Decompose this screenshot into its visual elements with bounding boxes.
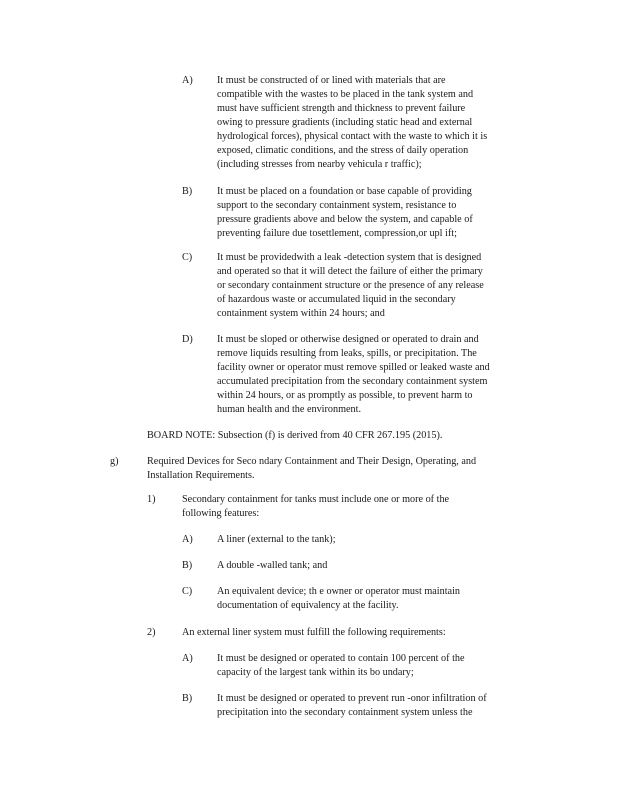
text-line: owing to pressure gradients (including static head and external xyxy=(217,117,473,128)
item-text-f-b xyxy=(217,185,539,241)
text-line: support to the secondary containment system, resistance to xyxy=(217,200,457,211)
text-line: preventing failure due tosettlement, compression,or upl ift; xyxy=(217,228,457,239)
item-text-g2-a xyxy=(217,652,517,680)
item-label-g1-c: C) xyxy=(182,586,193,597)
item-label-g1-a: A) xyxy=(182,534,193,545)
text-line: of hazardous waste or accumulated liquid in the secondary xyxy=(217,294,456,305)
text-line: following features: xyxy=(182,508,260,519)
text-line: remove liquids resulting from leaks, spills, or precipitation. The xyxy=(217,348,477,359)
text-line: A liner (external to the tank); xyxy=(217,534,336,545)
text-line: It must be designed or operated to contain 100 percent of the xyxy=(217,653,465,664)
text-line: and operated so that it will detect the failure of either the primary xyxy=(217,266,483,277)
item-text-g1-a xyxy=(217,533,517,547)
text-line: facility owner or operator must remove spilled or leaked waste and xyxy=(217,362,490,373)
text-line: exposed, climatic conditions, and the stress of daily operation xyxy=(217,145,469,156)
text-line: containment system within 24 hours; and xyxy=(217,308,385,319)
item-text-g1-b xyxy=(217,559,517,573)
text-line: Secondary containment for tanks must include one or more of the xyxy=(182,494,450,505)
board-note-text: BOARD NOTE: Subsection (f) is derived from 40 CFR 267.195 (2015). xyxy=(147,430,443,441)
text-line: or secondary containment structure or the presence of any release xyxy=(217,280,484,291)
item-text-g1-c xyxy=(217,585,517,613)
text-line: Installation Requirements. xyxy=(147,470,255,481)
item-label-f-b: B) xyxy=(182,186,193,197)
item-label-g2-b: B) xyxy=(182,693,193,704)
text-line: It must be constructed of or lined with materials that are xyxy=(217,75,446,86)
text-line: capacity of the largest tank within its bo undary; xyxy=(217,667,414,678)
text-line: Required Devices for Seco ndary Containment and Their Design, Operating, and xyxy=(147,456,477,467)
item-label-f-a: A) xyxy=(182,75,193,86)
item-label-g-1: 1) xyxy=(147,494,156,505)
item-label-g1-b: B) xyxy=(182,560,193,571)
item-label-f-d: D) xyxy=(182,334,193,345)
text-line: documentation of equivalency at the facility. xyxy=(217,600,399,611)
item-text-g-1 xyxy=(182,493,502,521)
item-text-f-d xyxy=(217,333,539,417)
text-line: precipitation into the secondary containment system unless the xyxy=(217,707,473,718)
text-line: It must be sloped or otherwise designed or operated to drain and xyxy=(217,334,479,345)
text-line: It must be designed or operated to prevent run -onor infiltration of xyxy=(217,693,487,704)
board-note xyxy=(147,429,507,443)
text-line: pressure gradients above and below the system, and capable of xyxy=(217,214,473,225)
text-line: (including stresses from nearby vehicula r traffic); xyxy=(217,159,422,170)
text-line: compatible with the wastes to be placed in the tank system and xyxy=(217,89,474,100)
text-line: accumulated precipitation from the secondary containment system xyxy=(217,376,488,387)
text-line: human health and the environment. xyxy=(217,404,361,415)
text-line: hydrological forces), physical contact with the waste to which it is xyxy=(217,131,488,142)
item-text-g-2 xyxy=(182,626,502,640)
item-text-f-c xyxy=(217,251,539,321)
item-text-g2-b xyxy=(217,692,535,720)
text-line: It must be providedwith a leak -detection system that is designed xyxy=(217,252,482,263)
text-line: A double -walled tank; and xyxy=(217,560,328,571)
text-line: must have sufficient strength and thickness to prevent failure xyxy=(217,103,466,114)
text-line: within 24 hours, or as promptly as possible, to prevent harm to xyxy=(217,390,473,401)
section-heading-g xyxy=(147,455,535,483)
text-line: An equivalent device; th e owner or operator must maintain xyxy=(217,586,461,597)
text-line: An external liner system must fulfill the following requirements: xyxy=(182,627,446,638)
item-label-g-2: 2) xyxy=(147,627,156,638)
text-line: It must be placed on a foundation or base capable of providing xyxy=(217,186,472,197)
section-label-g: g) xyxy=(110,456,119,467)
item-label-g2-a: A) xyxy=(182,653,193,664)
item-label-f-c: C) xyxy=(182,252,193,263)
item-text-f-a xyxy=(217,74,539,172)
